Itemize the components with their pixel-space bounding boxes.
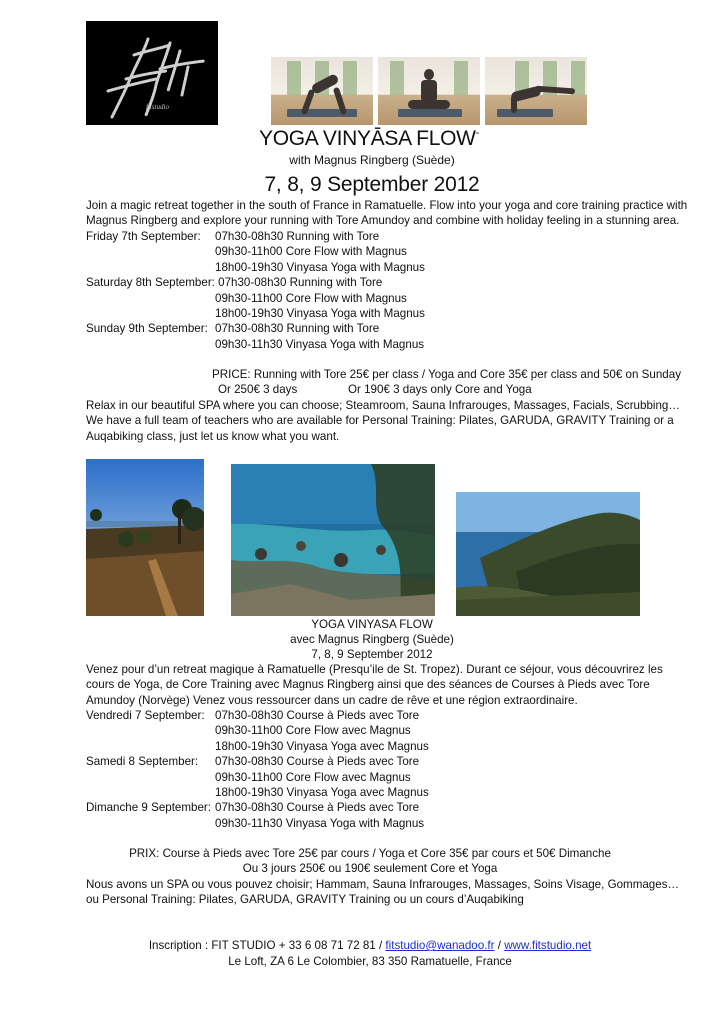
spa-line: ou Personal Training: Pilates, GARUDA, GRAVITY Training ou un cours d’Auqabiking [86,893,524,907]
intro-line: Venez pour d’un retreat magique à Ramatuelle (Presqu’ile de St. Tropez). Durant ce séjour, vous découvrirez les [86,663,663,676]
schedule-day: Saturday 8th September: 07h30-08h30 Running with Tore [86,276,383,290]
yoga-photo-1 [271,57,373,125]
schedule-row [86,306,646,321]
landscape-photo-coast [231,464,435,616]
schedule-item: 18h00-19h30 Vinyasa Yoga avec Magnus [215,785,429,799]
footer-separator: / [494,939,505,952]
subtitle: with Magnus Ringberg (Suède) [289,153,455,167]
landscape-photo-cape [456,492,640,616]
schedule-row [86,291,646,306]
schedule-item: 09h30-11h00 Core Flow avec Magnus [215,770,411,784]
title-mark: - [475,127,480,139]
fr-subtitle: avec Magnus Ringberg (Suède) [290,633,454,646]
title-text: YOGA VINYĀSA FLOW [259,127,476,150]
price-en-option-2: Or 190€ 3 days only Core and Yoga [348,383,532,396]
schedule-row [86,800,646,815]
schedule-row [86,337,646,352]
footer-contact [110,938,630,953]
email-link[interactable]: fitstudio@wanadoo.fr [385,939,495,952]
schedule-day: Vendredi 7 September: [86,709,205,722]
yoga-photo-2 [378,57,480,125]
schedule-item: 09h30-11h00 Core Flow with Magnus [215,245,407,259]
landscape-photo-hill [86,459,204,616]
schedule-item: 18h00-19h30 Vinyasa Yoga with Magnus [215,260,425,274]
svg-text:fitstudio: fitstudio [146,103,169,111]
logo-graphic [86,21,218,125]
schedule-row [86,816,646,831]
spa-line: Nous avons un SPA ou vous pouvez choisir; Hammam, Sauna Infrarouges, Massages, Soins Visage, Gommages… [86,878,680,891]
schedule-row [86,723,646,738]
schedule-day: Samedi 8 September: [86,755,199,769]
schedule-item: 07h30-08h30 Course à Pieds avec Tore [215,801,420,815]
spa-line: Auqabiking class, just let us know what you want. [86,429,340,443]
schedule-item: 09h30-11h30 Vinyasa Yoga with Magnus [215,337,425,351]
intro-line: Amundoy (Norvège) Venez vous ressourcer dans un cadre de rêve et une région extraordinaire. [86,693,578,707]
spa-line: Relax in our beautiful SPA where you can choose; Steamroom, Sauna Infrarouges, Massages, Facials, Scrubbing… [86,399,680,412]
schedule-row [86,739,646,754]
spa-fr [86,877,679,908]
schedule-day: Sunday 9th September: [86,322,208,336]
schedule-item: 18h00-19h30 Vinyasa Yoga with Magnus [215,306,425,320]
yoga-photo-3 [485,57,587,125]
price-en-option-1: Or 250€ 3 days [218,383,298,396]
schedule-day: Dimanche 9 September: [86,801,212,815]
schedule-item: 07h30-08h30 Course à Pieds avec Tore [215,709,420,722]
schedule-row [86,754,646,769]
footer-prefix: Inscription : FIT STUDIO + 33 6 08 71 72 81 / [148,939,386,952]
intro-line: Magnus Ringberg and explore your running with Tore Amundoy and combine with holiday feeling in a stunning area. [86,214,680,228]
website-link[interactable]: www.fitstudio.net [504,939,592,952]
spa-en [86,398,680,444]
schedule-row [86,321,646,336]
spa-line: We have a full team of teachers who are available for Personal Training: Pilates, GARUDA, GRAVITY Training or a [86,414,674,428]
page-title [259,127,489,151]
price-en: PRICE: Running with Tore 25€ per class / Yoga and Core 35€ per class and 50€ on Sunday [212,368,681,381]
schedule-item: 07h30-08h30 Running with Tore [215,322,380,336]
schedule-row [86,770,646,785]
fr-title: YOGA VINYASA FLOW [311,618,433,631]
schedule-item: 09h30-11h30 Vinyasa Yoga with Magnus [215,816,425,830]
intro-line: cours de Yoga, de Core Training avec Magnus Ringberg ainsi que des séances de Courses à Pieds avec Tore [86,678,650,692]
schedule-item: 07h30-08h30 Running with Tore [215,230,380,243]
schedule-item: 07h30-08h30 Course à Pieds avec Tore [215,755,420,769]
schedule-row [86,708,646,723]
schedule-item: 09h30-11h00 Core Flow avec Magnus [215,724,411,738]
intro-fr [86,662,663,708]
price-fr-option: Ou 3 jours 250€ ou 190€ seulement Core et Yoga [242,862,498,875]
schedule-row [86,229,646,244]
schedule-fr [86,708,646,831]
schedule-en [86,229,646,352]
schedule-row [86,785,646,800]
schedule-row [86,275,646,290]
schedule-item: 18h00-19h30 Vinyasa Yoga avec Magnus [215,739,429,753]
intro-line: Join a magic retreat together in the south of France in Ramatuelle. Flow into your yoga and core training practice with [86,199,688,212]
schedule-day: Friday 7th September: [86,230,201,243]
schedule-row [86,244,646,259]
schedule-row [86,260,646,275]
event-dates: 7, 8, 9 September 2012 [264,173,480,196]
schedule-item: 09h30-11h00 Core Flow with Magnus [215,291,407,305]
fit-studio-logo [86,21,218,125]
intro-en [86,198,687,229]
fr-dates: 7, 8, 9 September 2012 [311,648,433,661]
price-fr: PRIX: Course à Pieds avec Tore 25€ par cours / Yoga et Core 35€ par cours et 50€ Dimanche [129,847,611,860]
footer-address: Le Loft, ZA 6 Le Colombier, 83 350 Ramatuelle, France [228,955,512,968]
